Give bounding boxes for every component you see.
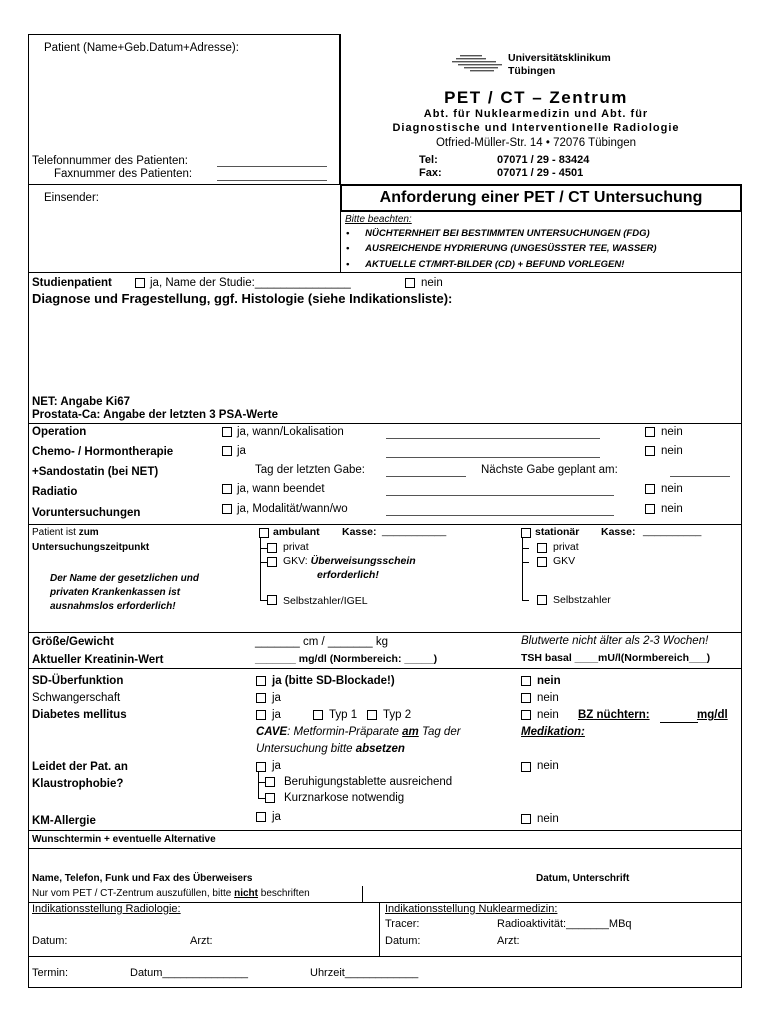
- last-dose-line[interactable]: [386, 476, 466, 477]
- ueberweisung-line2: erforderlich!: [317, 569, 379, 581]
- diabetes-label: Diabetes mellitus: [32, 709, 127, 721]
- diagnosis-field[interactable]: [32, 310, 732, 390]
- kasse-label: Kasse:: [342, 526, 377, 538]
- termin-datum[interactable]: Datum______________: [130, 967, 249, 979]
- prostata-note: Prostata-Ca: Angabe der letzten 3 PSA-Werte: [32, 409, 279, 421]
- cave-note: CAVE: Metformin-Präparate am Tag der: [256, 726, 461, 738]
- vorunt-opt: ja, Modalität/wann/wo: [237, 503, 348, 515]
- tree-branch: [258, 782, 265, 799]
- insurance-note-2: privaten Krankenkassen ist: [50, 587, 181, 598]
- dept-line2: Diagnostische und Interventionelle Radiologie: [392, 122, 680, 134]
- address: Otfried-Müller-Str. 14 • 72076 Tübingen: [435, 137, 637, 149]
- kasse-blank[interactable]: ___________: [382, 525, 447, 537]
- measures-top-line: [28, 632, 742, 633]
- radiatio-label: Radiatio: [32, 486, 78, 498]
- study-nein-checkbox[interactable]: [405, 278, 415, 288]
- tree-branch: [522, 548, 529, 563]
- sd-label: SD-Überfunktion: [32, 675, 124, 687]
- kasse2-blank[interactable]: __________: [643, 525, 702, 537]
- kasse2-label: Kasse:: [601, 526, 636, 538]
- fax-label: Fax:: [419, 167, 442, 179]
- wunschtermin-label: Wunschtermin + eventuelle Alternative: [32, 834, 216, 845]
- km-ja-checkbox[interactable]: [256, 812, 266, 822]
- kurznarkose-label: Kurznarkose notwendig: [284, 792, 405, 804]
- klaustro-nein: nein: [537, 760, 559, 772]
- study-nein: nein: [421, 277, 443, 289]
- beruhigung-checkbox[interactable]: [265, 777, 275, 787]
- vorunt-ja-checkbox[interactable]: [222, 504, 232, 514]
- selbst2-checkbox[interactable]: [537, 595, 547, 605]
- wunsch-top-line: [28, 830, 742, 831]
- datum-unterschrift-label: Datum, Unterschrift: [536, 873, 630, 884]
- note-2: • AUSREICHENDE HYDRIERUNG (UNGESÜSSTER TEE, WASSER): [346, 243, 657, 254]
- groesse-label: Größe/Gewicht: [32, 636, 114, 648]
- net-note: NET: Angabe Ki67: [32, 396, 130, 408]
- diagnosis-heading: Diagnose und Fragestellung, ggf. Histologie (siehe Indikationsliste):: [32, 291, 453, 306]
- center-box-divider: [379, 902, 380, 956]
- study-label: Studienpatient: [32, 277, 112, 289]
- chemo-nein-checkbox[interactable]: [645, 446, 655, 456]
- termin-uhrzeit[interactable]: Uhrzeit____________: [310, 967, 419, 979]
- sd-opt: ja (bitte SD-Blockade!): [272, 675, 395, 687]
- radio-arzt-label: Arzt:: [190, 935, 213, 947]
- operation-nein: nein: [661, 426, 683, 438]
- center-title: PET / CT – Zentrum: [444, 88, 628, 107]
- center-box-line: [28, 956, 742, 957]
- fax-line[interactable]: [217, 180, 327, 181]
- radiatio-opt: ja, wann beendet: [237, 483, 325, 495]
- cave-note-2: Untersuchung bitte absetzen: [256, 743, 405, 755]
- ind-nuk-label: Indikationsstellung Nuklearmedizin:: [385, 903, 558, 915]
- klaustro-label1: Leidet der Pat. an: [32, 761, 128, 773]
- privat-checkbox[interactable]: [267, 543, 277, 553]
- radiatio-ja-checkbox[interactable]: [222, 484, 232, 494]
- fax-label: Faxnummer des Patienten:: [54, 168, 193, 180]
- gkv2-label: GKV: [553, 555, 576, 567]
- kreatinin-label: Aktueller Kreatinin-Wert: [32, 654, 164, 666]
- sd-nein-checkbox[interactable]: [521, 676, 531, 686]
- tree-branch: [522, 562, 529, 601]
- tsh-value[interactable]: TSH basal ____mU/l(Normbereich___): [521, 652, 711, 664]
- chemo-label: Chemo- / Hormontherapie: [32, 446, 174, 458]
- km-nein: nein: [537, 813, 559, 825]
- diabetes-ja: ja: [272, 709, 281, 721]
- beruhigung-label: Beruhigungstablette ausreichend: [284, 776, 453, 788]
- bz-line[interactable]: [660, 722, 698, 723]
- wunschtermin-field[interactable]: [32, 848, 732, 868]
- dept-line1: Abt. für Nuklearmedizin und Abt. für: [423, 108, 649, 120]
- sender-label: Einsender:: [44, 192, 99, 204]
- chemo-nein: nein: [661, 445, 683, 457]
- schwanger-ja-checkbox[interactable]: [256, 693, 266, 703]
- radiatio-line[interactable]: [386, 495, 614, 496]
- schwanger-nein: nein: [537, 692, 559, 704]
- blutwerte-note: Blutwerte nicht älter als 2-3 Wochen!: [521, 635, 709, 647]
- note-3: • AKTUELLE CT/MRT-BILDER (CD) + BEFUND VORLEGEN!: [346, 259, 625, 270]
- operation-nein-checkbox[interactable]: [645, 427, 655, 437]
- gkv-label: GKV: Überweisungsschein: [283, 555, 416, 567]
- insurance-note-1: Der Name der gesetzlichen und: [50, 573, 199, 584]
- typ1-checkbox[interactable]: [313, 710, 323, 720]
- klaustro-label2: Klaustrophobie?: [32, 778, 124, 790]
- privat2-checkbox[interactable]: [537, 543, 547, 553]
- chemo-ja-checkbox[interactable]: [222, 446, 232, 456]
- operation-ja-checkbox[interactable]: [222, 427, 232, 437]
- patient-label: Patient (Name+Geb.Datum+Adresse):: [44, 42, 239, 54]
- operation-label: Operation: [32, 426, 87, 438]
- klaustro-ja-checkbox[interactable]: [256, 762, 266, 772]
- logo-line2: Tübingen: [508, 65, 556, 77]
- selbst-igel-checkbox[interactable]: [267, 595, 277, 605]
- footer-left-divider: [362, 886, 363, 903]
- tel-value: 07071 / 29 - 83424: [497, 154, 590, 166]
- fax-value: 07071 / 29 - 4501: [497, 167, 584, 179]
- kreatinin-value[interactable]: _______ mg/dl (Normbereich: _____): [255, 653, 438, 665]
- medikation-label: Medikation:: [521, 726, 585, 738]
- chemo-line[interactable]: [386, 457, 600, 458]
- phone-label: Telefonnummer des Patienten:: [32, 155, 188, 167]
- groesse-value[interactable]: _______ cm / _______ kg: [255, 636, 388, 648]
- typ2-checkbox[interactable]: [367, 710, 377, 720]
- km-ja: ja: [272, 811, 281, 823]
- note-1: • NÜCHTERNHEIT BEI BESTIMMTEN UNTERSUCHUNGEN (FDG): [346, 228, 650, 239]
- form-title: Anforderung einer PET / CT Untersuchung: [379, 189, 703, 206]
- diabetes-ja-checkbox[interactable]: [256, 710, 266, 720]
- klaustro-nein-checkbox[interactable]: [521, 762, 531, 772]
- study-ja-checkbox[interactable]: [135, 278, 145, 288]
- only-center-note: Nur vom PET / CT-Zentrum auszufüllen, bitte nicht beschriften: [32, 888, 310, 899]
- gkv-checkbox[interactable]: [267, 557, 277, 567]
- vorunt-nein-checkbox[interactable]: [645, 504, 655, 514]
- diabetes-nein-checkbox[interactable]: [521, 710, 531, 720]
- selbst-igel-label: Selbstzahler/IGEL: [283, 595, 368, 607]
- radiatio-nein: nein: [661, 483, 683, 495]
- vorunt-line[interactable]: [386, 515, 614, 516]
- klaustro-ja: ja: [272, 760, 281, 772]
- km-nein-checkbox[interactable]: [521, 814, 531, 824]
- selbst2-label: Selbstzahler: [553, 594, 611, 606]
- bz-unit: mg/dl: [697, 709, 728, 721]
- name-tel-label: Name, Telefon, Funk und Fax des Überweisers: [32, 873, 253, 884]
- kurznarkose-checkbox[interactable]: [265, 793, 275, 803]
- diabetes-nein: nein: [537, 709, 559, 721]
- vorunt-nein: nein: [661, 503, 683, 515]
- km-label: KM-Allergie: [32, 815, 96, 827]
- stationaer-label: stationär: [535, 526, 580, 538]
- tracer-label: Tracer:: [385, 918, 420, 930]
- stationaer-checkbox[interactable]: [521, 528, 531, 538]
- phone-line[interactable]: [217, 166, 327, 167]
- insurance-note-3: ausnahmslos erforderlich!: [50, 601, 176, 612]
- conditions-top-line: [28, 668, 742, 669]
- wunsch-bottom-line: [28, 848, 742, 849]
- schwanger-label: Schwangerschaft: [32, 692, 121, 704]
- typ2-label: Typ 2: [383, 709, 412, 721]
- zeitpunkt-label: Untersuchungszeitpunkt: [32, 542, 150, 553]
- sender-divider: [340, 34, 341, 272]
- radiatio-nein-checkbox[interactable]: [645, 484, 655, 494]
- notes-heading: Bitte beachten:: [345, 214, 412, 225]
- logo-line1: Universitätsklinikum: [508, 52, 611, 64]
- termin-label: Termin:: [32, 967, 69, 979]
- privat-label: privat: [283, 541, 309, 553]
- ambulant-checkbox[interactable]: [259, 528, 269, 538]
- schwanger-ja: ja: [272, 692, 281, 704]
- vorunt-label: Voruntersuchungen: [32, 507, 141, 519]
- nuk-arzt-label: Arzt:: [497, 935, 520, 947]
- tree-branch: [260, 548, 267, 563]
- nuk-datum-label: Datum:: [385, 935, 421, 947]
- privat2-label: privat: [553, 541, 579, 553]
- sd-nein: nein: [537, 675, 561, 687]
- therapy-top-line: [28, 423, 742, 424]
- radioakt-label: Radioaktivität:_______MBq: [497, 918, 632, 930]
- gkv2-checkbox[interactable]: [537, 557, 547, 567]
- radio-datum-label: Datum:: [32, 935, 68, 947]
- schwanger-nein-checkbox[interactable]: [521, 693, 531, 703]
- sandostatin-label: +Sandostatin (bei NET): [32, 466, 159, 478]
- next-dose-line[interactable]: [670, 476, 730, 477]
- sender-bottom-line: [28, 272, 742, 273]
- typ1-label: Typ 1: [329, 709, 358, 721]
- operation-line[interactable]: [386, 438, 600, 439]
- next-dose-label: Nächste Gabe geplant am:: [481, 464, 618, 476]
- last-dose-label: Tag der letzten Gabe:: [255, 464, 365, 476]
- bz-label: BZ nüchtern:: [578, 709, 650, 721]
- ind-radio-label: Indikationsstellung Radiologie:: [32, 903, 181, 915]
- operation-opt: ja, wann/Lokalisation: [237, 426, 344, 438]
- ambulant-label: ambulant: [273, 526, 320, 538]
- tree-branch: [260, 562, 267, 601]
- sd-ja-checkbox[interactable]: [256, 676, 266, 686]
- ukt-logo-icon: [452, 53, 502, 75]
- patient-is-label: Patient ist zum: [32, 527, 99, 538]
- study-ja-name: ja, Name der Studie:_______________: [150, 277, 351, 289]
- chemo-opt: ja: [237, 445, 246, 457]
- tel-label: Tel:: [419, 154, 438, 166]
